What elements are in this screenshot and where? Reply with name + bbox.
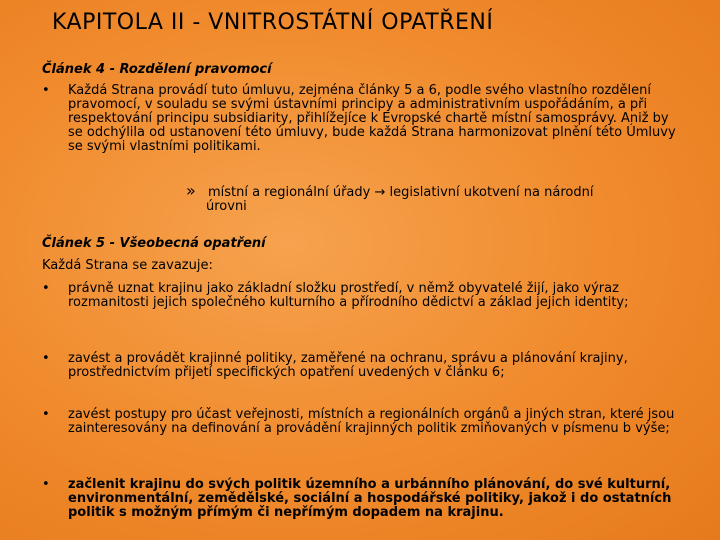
summary-note (186, 181, 656, 214)
article-5-heading: Článek 5 - Všeobecná opatření (42, 236, 266, 251)
list-item-text: zavést postupy pro účast veřejnosti, místních a regionálních orgánů a jiných stran, které jsou zainteresovány na definování a provádění krajinných politik zmiňovaných v písmenu b výše; (68, 407, 675, 436)
bullet-marker: • (42, 407, 50, 422)
note-part-2: legislativní ukotvení na národní (389, 185, 594, 200)
list-item-text: začlenit krajinu do svých politik územního a urbánního plánování, do své kulturní, environmentální, zemědělské, sociální a hospodářské politiky, jakož i do ostatních politik s možným přímým či nepřímým dopadem na krajinu. (68, 477, 672, 520)
note-part-1: místní a regionální úřady (207, 185, 371, 200)
bullet-marker: • (42, 477, 50, 492)
page-title: KAPITOLA II - VNITROSTÁTNÍ OPATŘENÍ (52, 10, 494, 35)
bullet-marker: • (42, 83, 50, 98)
article-4-heading: Článek 4 - Rozdělení pravomocí (42, 62, 272, 77)
bullet-marker: • (42, 351, 50, 366)
list-item-text: zavést a provádět krajinné politiky, zaměřené na ochranu, správu a plánování krajiny, prostřednictvím přijetí specifických opatření uvedených v článku 6; (68, 351, 628, 380)
arrow-right-icon: → (374, 185, 386, 200)
article-5-intro: Každá Strana se zavazuje: (42, 258, 213, 273)
note-part-3: úrovni (206, 199, 247, 214)
article-4-text: Každá Strana provádí tuto úmluvu, zejména články 5 a 6, podle svého vlastního rozdělení pravomocí, v souladu se svými ústavními principy a administrativním uspořádáním, a při respektování principu subsidiarity, přihlížejíce k Evropské chartě místní samosprávy. Aniž by se odchýlila od ustanovení této úmluvy, bude každá Strana harmonizovat plnění této Úmluvy se svými vlastními politikami. (68, 83, 676, 154)
list-item-text: právně uznat krajinu jako základní složku prostředí, v němž obyvatelé žijí, jako výraz rozmanitosti jejich společného kulturního a přírodního dědictví a základ jejich identity; (68, 281, 629, 310)
bullet-marker: • (42, 281, 50, 296)
chevron-marker: » (186, 181, 196, 200)
